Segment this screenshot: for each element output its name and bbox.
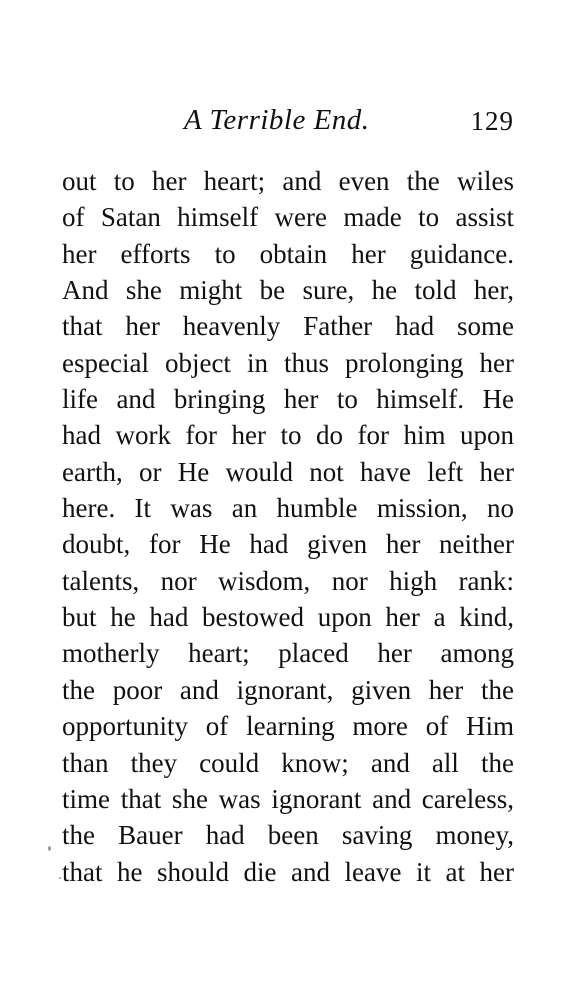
text-line: here. It was an humble mission, no (62, 493, 514, 524)
text-line: opportunity of learning more of Him (62, 711, 514, 742)
text-line: life and bringing her to himself. He (62, 384, 514, 415)
text-line: that he should die and leave it at her (62, 856, 514, 887)
text-line: out to her heart; and even the wiles (62, 166, 514, 196)
text-line: but he had bestowed upon her a kind, (62, 602, 514, 633)
text-line: And she might be sure, he told her, (62, 275, 514, 306)
text-line: especial object in thus prolonging her (62, 347, 514, 378)
text-line: of Satan himself were made to assist (62, 202, 514, 233)
text-line: talents, nor wisdom, nor high rank: (62, 565, 514, 596)
text-line: that her heavenly Father had some (62, 311, 514, 342)
text-line: had work for her to do for him upon (62, 420, 514, 451)
text-line: the Bauer had been saving money, (62, 820, 514, 851)
text-line: her efforts to obtain her guidance. (62, 238, 514, 269)
text-line: than they could know; and all the (62, 747, 514, 778)
running-title: A Terrible End. (184, 104, 370, 136)
text-line: doubt, for He had given her neither (62, 529, 514, 560)
page-number: 129 (470, 106, 514, 136)
text-line: the poor and ignorant, given her the (62, 674, 514, 705)
text-line: motherly heart; placed her among (62, 638, 514, 669)
running-head (62, 104, 514, 144)
print-speck (48, 846, 51, 851)
body-text (62, 163, 514, 890)
text-line: earth, or He would not have left her (62, 456, 514, 487)
print-speck (59, 877, 61, 879)
text-line: time that she was ignorant and careless, (62, 783, 514, 814)
